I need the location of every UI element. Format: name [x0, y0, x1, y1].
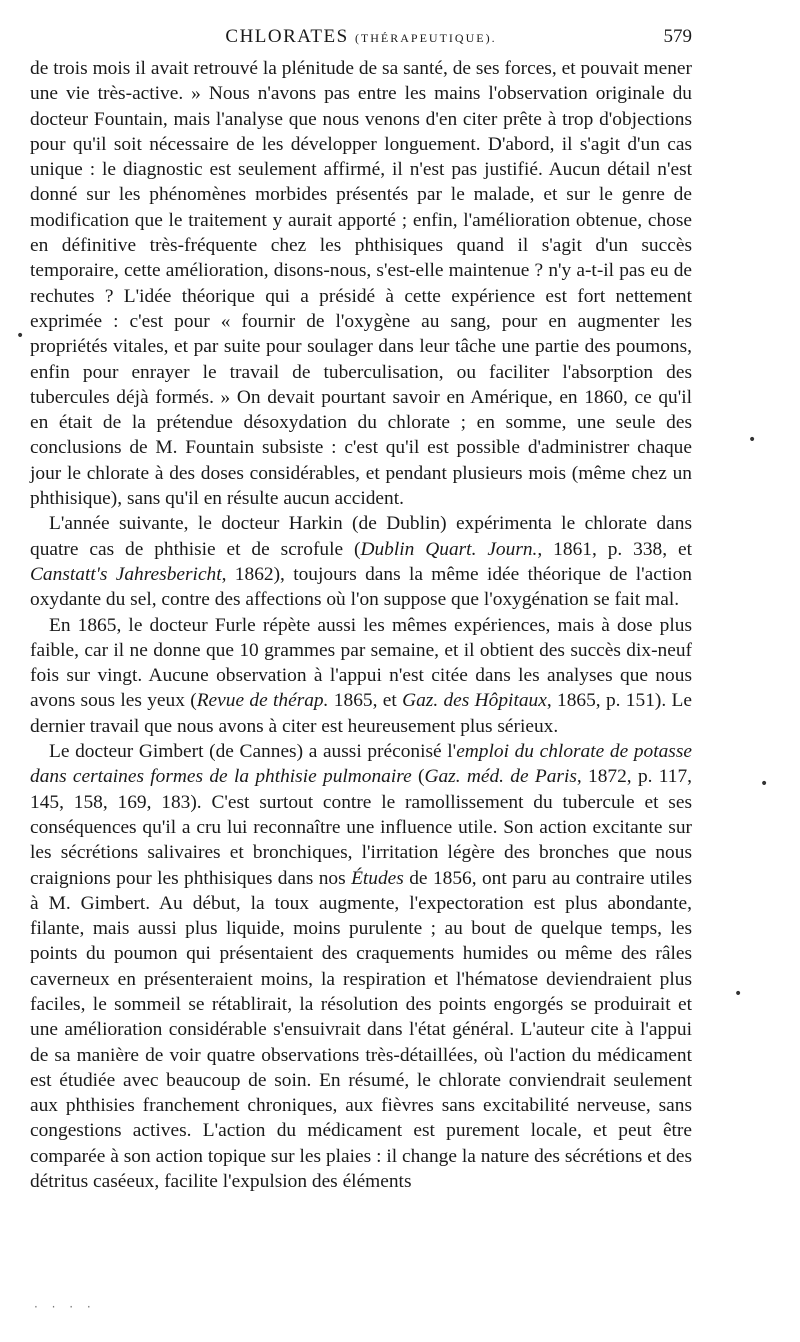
text-run: L'année suivante, le docteur Harkin (de Dublin) expérimenta le chlorate dans quatre cas de phthisie et de scrofule ( [30, 513, 692, 560]
running-title-main: CHLORATES [225, 26, 349, 47]
margin-speck: • [760, 776, 769, 792]
paragraph [30, 56, 692, 511]
running-title-subtitle: (THÉRAPEUTIQUE). [354, 31, 497, 45]
text-run: , 1862), toujours dans la même idée théorique de l'action oxydante du sel, contre des affections où l'on suppose que l'oxygénation se fait mal. [30, 563, 692, 611]
italic-citation: Revue de thérap. [196, 690, 329, 712]
italic-citation: Canstatt's Jahresbericht [30, 563, 222, 585]
paragraph [30, 739, 692, 1194]
running-head [30, 22, 692, 56]
page-number: 579 [663, 26, 692, 47]
text-run: En 1865, le docteur Furle répète aussi les mêmes expériences, mais à dose plus faible, car il ne donne que 10 grammes par semaine, et il obtient des succès dix-neuf fois sur vingt. Aucune observation à l'appui n'est citée dans les analyses que nous avons sous les yeux ( [30, 614, 692, 712]
bottom-dots: · · · · [34, 1300, 96, 1314]
italic-citation: Études [351, 867, 404, 889]
paragraph [30, 511, 692, 612]
text-run: , 1872, p. 117, 145, 158, 169, 183). C'est surtout contre le ramollissement du tubercule et ses conséquences qu'il a cru lui reconnaître une influence utile. Son action excitante sur les sécrétions salivaires et bronchiques, l'irritation légère des bronches que nous craignions pour les phthisiques dans nos [30, 766, 692, 889]
italic-citation: Dublin Quart. Journ. [360, 538, 538, 560]
body-text [30, 56, 692, 1194]
margin-speck: • [16, 328, 25, 344]
text-run: Le docteur Gimbert (de Cannes) a aussi préconisé l' [49, 741, 457, 763]
text-run: , 1861, p. 338, et [537, 538, 692, 560]
text-run: , 1865, p. 151). Le dernier travail que nous avons à citer est heureusement plus sérieux. [30, 690, 692, 737]
italic-citation: emploi du chlorate de potasse dans certaines formes de la phthisie pulmonaire [30, 741, 692, 788]
running-title [30, 26, 692, 48]
text-run: ( [411, 766, 425, 788]
text-run: de 1856, ont paru au contraire utiles à M. Gimbert. Au début, la toux augmente, l'expectoration est plus abondante, filante, mais aussi plus liquide, moins purulente ; au bout de quelque temps, les points du poumon qui présentaient des craquements humides ou même des râles caverneux en présenteraient moins, la respiration et l'hématose deviendraient plus faciles, le sommeil se rétablirait, la résolution des points engorgés se produirait et une amélioration considérable s'ensuivrait dans l'état général. L'auteur cite à l'appui de sa manière de voir quatre observations très-détaillées, où l'action du médicament est étudiée avec beaucoup de soin. En résumé, le chlorate conviendrait seulement aux phthisies franchement chroniques, aux fièvres sans excitabilité nerveuse, sans congestions actives. L'action du médicament est purement locale, et peut être comparée à son action topique sur les plaies : il change la nature des sécrétions et des détritus caséeux, facilite l'expulsion des éléments [30, 867, 692, 1193]
paragraph [30, 613, 692, 739]
text-run: 1865, et [328, 690, 403, 712]
book-page [30, 22, 692, 1194]
text-run: de trois mois il avait retrouvé la plénitude de sa santé, de ses forces, et pouvait mener une vie très-active. » Nous n'avons pas entre les mains l'observation originale du docteur Fountain, mais l'analyse que nous venons d'en citer prête à trop d'objections pour qu'il soit nécessaire de les développer longuement. D'abord, il s'agit d'un cas unique : le diagnostic est seulement affirmé, il n'est pas justifié. Aucun détail n'est donné sur les phénomènes morbides présentés par le malade, et sur le genre de modification que le traitement y aurait apporté ; enfin, l'amélioration obtenue, chose en définitive très-fréquente chez les phthisiques quand il s'agit d'un succès temporaire, cette amélioration, disons-nous, s'est-elle maintenue ? n'y a-t-il pas eu de rechutes ? L'idée théorique qui a présidé à cette expérience est fort nettement exprimée : c'est pour « fournir de l'oxygène au sang, pour en augmenter les propriétés vitales, et par suite pour soulager dans leur tâche une partie des poumons, enfin pour enrayer le travail de tuberculisation, ou faciliter l'absorption des tubercules déjà formés. » On devait pourtant savoir en Amérique, en 1860, ce qu'il en était de la prétendue désoxydation du chlorate ; en somme, une seule des conclusions de M. Fountain subsiste : c'est qu'il est possible d'administrer chaque jour le chlorate à des doses considérables, et pendant plusieurs mois (même chez un phthisique), sans qu'il en résulte aucun accident. [30, 58, 692, 510]
italic-citation: Gaz. des Hôpitaux [402, 690, 547, 712]
italic-citation: Gaz. méd. de Paris [424, 766, 577, 788]
margin-speck: • [734, 986, 743, 1002]
margin-speck: • [748, 432, 757, 448]
